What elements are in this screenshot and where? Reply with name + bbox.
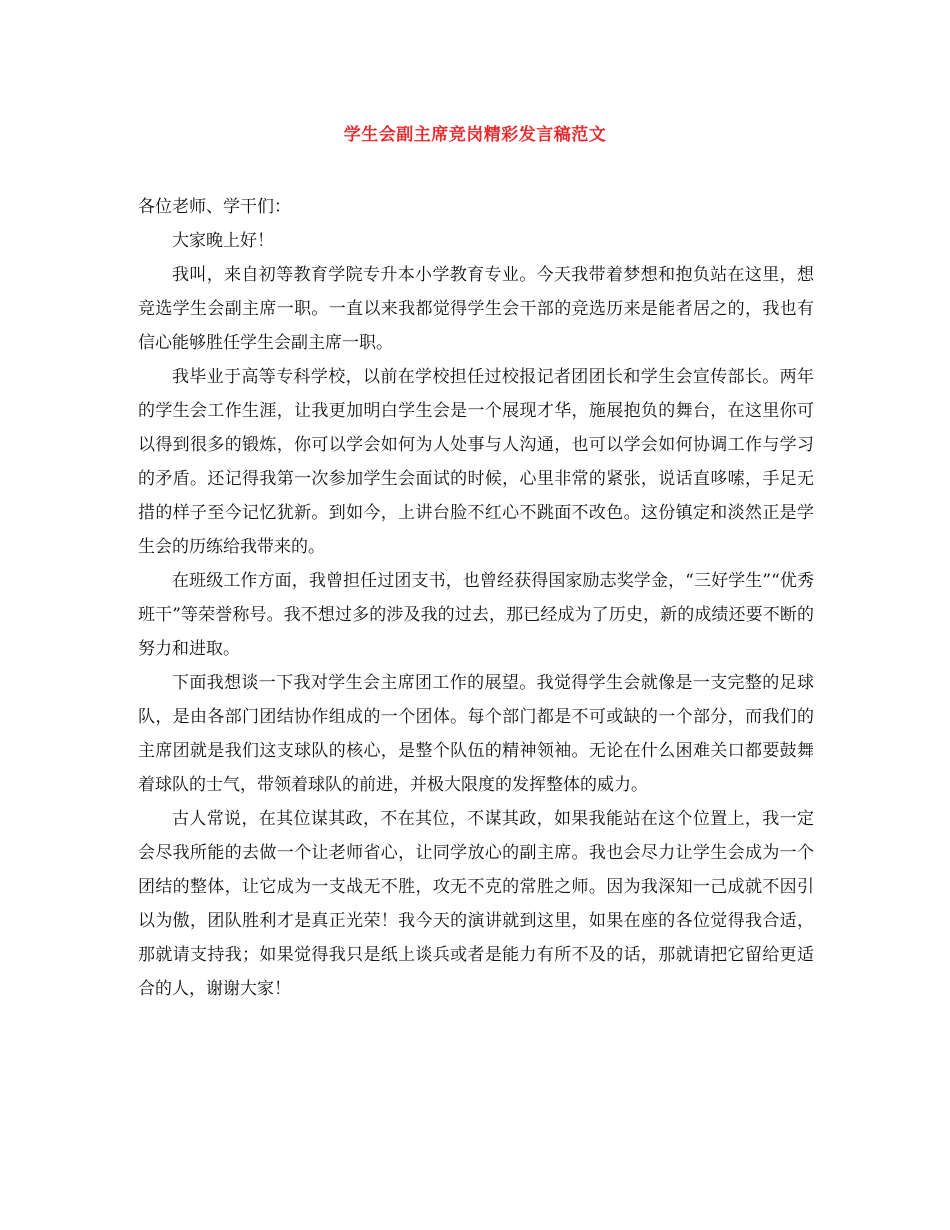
paragraph-introduction: 我叫，来自初等教育学院专升本小学教育专业。今天我带着梦想和抱负站在这里，想竞选学生会副主席一职。一直以来我都觉得学生会干部的竞选历来是能者居之的，我也有信心能够胜任学生会副主席一职。: [138, 265, 814, 353]
paragraph-experience: 我毕业于高等专科学校，以前在学校担任过校报记者团团长和学生会宣传部长。两年的学生会工作生涯，让我更加明白学生会是一个展现才华，施展抱负的舞台，在这里你可以得到很多的锻炼，你可以学会如何为人处事与人沟通，也可以学会如何协调工作与学习的矛盾。还记得我第一次参加学生会面试的时候，心里非常的紧张，说话直哆嗦，手足无措的样子至今记忆犹新。到如今，上讲台脸不红心不跳面不改色。这份镇定和淡然正是学生会的历练给我带来的。: [138, 367, 814, 557]
document-body: [138, 190, 814, 1006]
paragraph-closing: 古人常说，在其位谋其政，不在其位，不谋其政，如果我能站在这个位置上，我一定会尽我所能的去做一个让老师省心，让同学放心的副主席。我也会尽力让学生会成为一个团结的整体，让它成为一支战无不胜，攻无不克的常胜之师。因为我深知一己成就不因引以为傲，团队胜利才是真正光荣！我今天的演讲就到这里，如果在座的各位觉得我合适，那就请支持我；如果觉得我只是纸上谈兵或者是能力有所不及的话，那就请把它留给更适合的人，谢谢大家！: [138, 809, 814, 999]
document-title: 学生会副主席竞岗精彩发言稿范文: [343, 125, 607, 145]
paragraph-greeting: 大家晚上好！: [172, 231, 274, 251]
salutation: 各位老师、学干们：: [138, 197, 291, 217]
paragraph-class-work: 在班级工作方面，我曾担任过团支书，也曾经获得国家励志奖学金，“三好学生”“优秀班干”等荣誉称号。我不想过多的涉及我的过去，那已经成为了历史，新的成绩还要不断的努力和进取。: [138, 571, 814, 659]
paragraph-outlook: 下面我想谈一下我对学生会主席团工作的展望。我觉得学生会就像是一支完整的足球队，是由各部门团结协作组成的一个团体。每个部门都是不可或缺的一个部分，而我们的主席团就是我们这支球队的核心，是整个队伍的精神领袖。无论在什么困难关口都要鼓舞着球队的士气，带领着球队的前进，并极大限度的发挥整体的威力。: [138, 673, 814, 795]
